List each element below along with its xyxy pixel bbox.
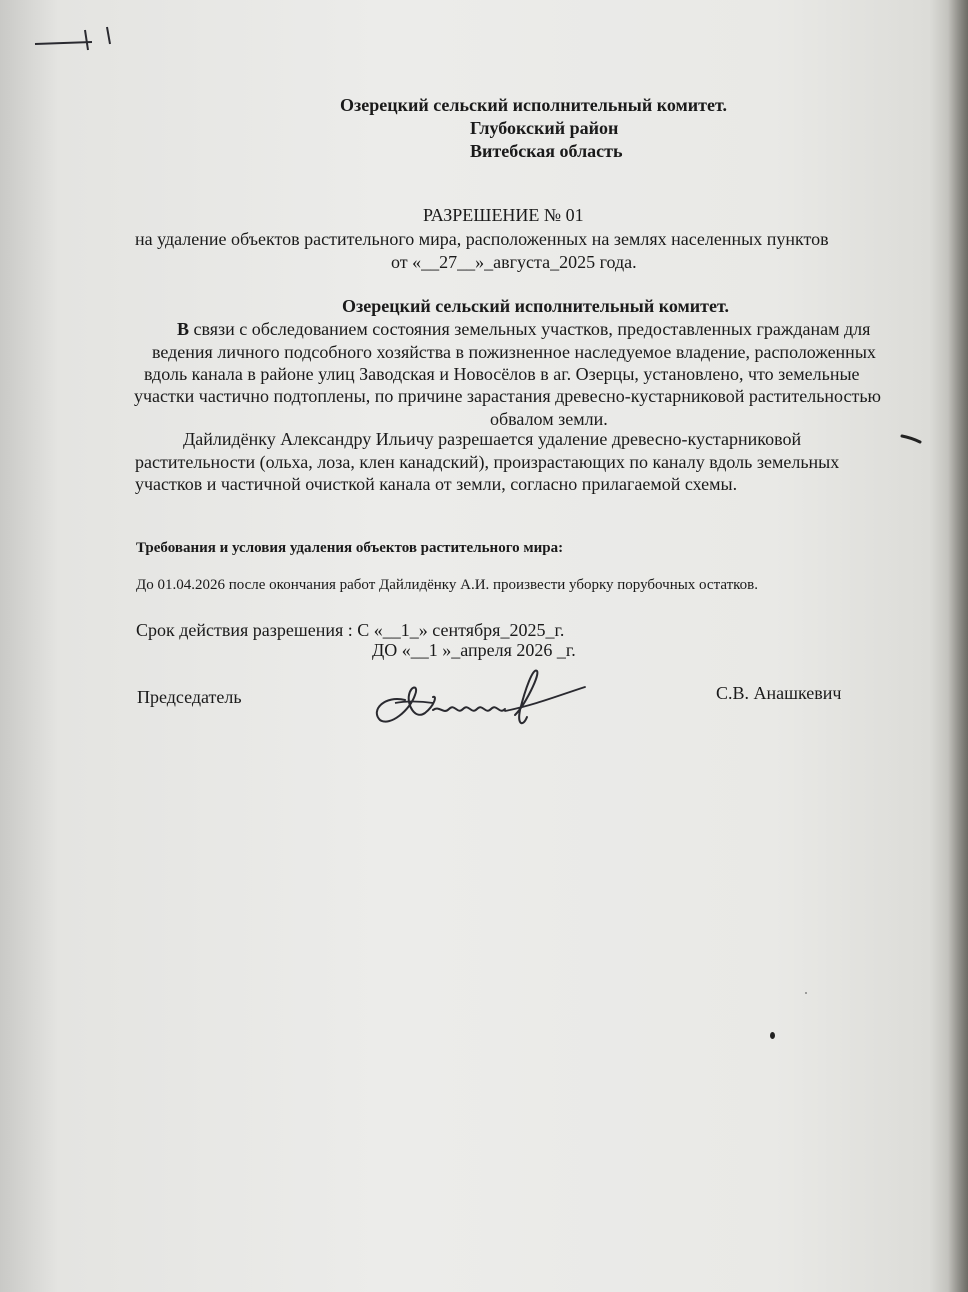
- handwritten-signature: [365, 665, 595, 735]
- signatory-name: С.В. Анашкевич: [716, 683, 842, 703]
- para1-line1: [177, 319, 870, 340]
- header-committee: Озерецкий сельский исполнительный комитет.: [340, 95, 727, 115]
- validity-to: ДО «__1 »_апреля 2026 _г.: [372, 640, 576, 660]
- para1-line3: вдоль канала в районе улиц Заводская и Новосёлов в аг. Озерцы, установлено, что земельные: [144, 364, 860, 384]
- para2-line1: Дайлидёнку Александру Ильичу разрешается удаление древесно-кустарниковой: [183, 429, 802, 449]
- para1-line2: ведения личного подсобного хозяйства в пожизненное наследуемое владение, расположенных: [152, 342, 876, 362]
- validity-from: Срок действия разрешения : С «__1_» сентября_2025_г.: [136, 620, 565, 640]
- para1-line1-text: связи с обследованием состояния земельных участков, предоставленных гражданам для: [189, 319, 871, 339]
- para1-first-word: В: [177, 319, 190, 339]
- permit-date: от «__27__»_августа_2025 года.: [391, 252, 637, 272]
- signatory-role: Председатель: [137, 687, 242, 707]
- para1-line4: участки частично подтоплены, по причине зарастания древесно-кустарниковой растительностью: [134, 386, 881, 406]
- permit-subtitle: на удаление объектов растительного мира, расположенных на землях населенных пунктов: [135, 229, 829, 249]
- ink-speck: [805, 992, 807, 994]
- page-edge-shadow: [948, 0, 968, 1292]
- pen-mark-top-left: [30, 22, 120, 52]
- para1-line5: обвалом земли.: [490, 409, 608, 429]
- ink-speck: [770, 1032, 775, 1039]
- header-district: Глубокский район: [470, 118, 619, 138]
- para2-line3: участков и частичной очисткой канала от земли, согласно прилагаемой схемы.: [135, 474, 738, 494]
- requirements-heading: Требования и условия удаления объектов растительного мира:: [136, 540, 564, 556]
- requirements-text: До 01.04.2026 после окончания работ Дайлидёнку А.И. произвести уборку порубочных остатков.: [136, 577, 759, 593]
- body-committee: Озерецкий сельский исполнительный комитет.: [342, 296, 729, 316]
- para2-line2: растительности (ольха, лоза, клен канадский), произрастающих по каналу вдоль земельных: [135, 452, 840, 472]
- pen-mark-right: [898, 430, 928, 450]
- header-region: Витебская область: [470, 141, 623, 161]
- permit-heading: РАЗРЕШЕНИЕ № 01: [423, 205, 584, 225]
